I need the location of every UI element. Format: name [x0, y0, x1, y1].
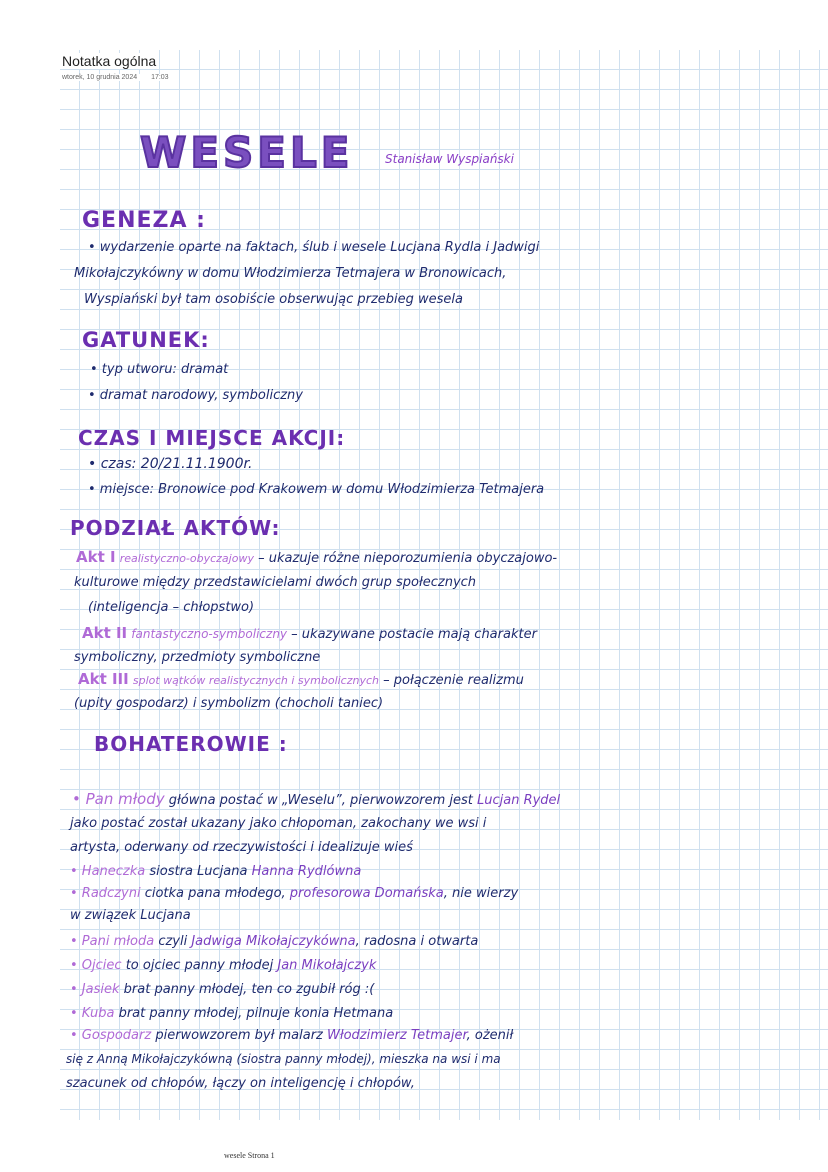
character-name: • Ojciec: [70, 958, 122, 973]
character-name: • Haneczka: [70, 864, 146, 879]
character-line: jako postać został ukazany jako chłopoman, zakochany we wsi i: [70, 816, 487, 831]
character-name: Lucjan Rydel: [476, 793, 561, 808]
akt2-line2: symboliczny, przedmioty symboliczne: [74, 650, 321, 665]
czas-line: • miejsce: Bronowice pod Krakowem w domu Włodzimierza Tetmajera: [88, 482, 545, 497]
akt3-line2: (upity gospodarz) i symbolizm (chocholi taniec): [74, 696, 384, 711]
czas-line: • czas: 20/21.11.1900r.: [88, 456, 253, 472]
akt1-line2: kulturowe między przedstawicielami dwóch grup społecznych: [74, 575, 477, 590]
character-text: czyli: [158, 934, 188, 949]
character-line: szacunek od chłopów, łączy on inteligencję i chłopów,: [66, 1076, 415, 1091]
akt3-text: – połączenie realizmu: [383, 673, 524, 688]
character-text: , radosna i otwarta: [355, 934, 479, 949]
character-line: [70, 934, 478, 949]
geneza-line: Wyspiański był tam osobiście obserwując przebieg wesela: [84, 292, 464, 307]
character-name: • Jasiek: [70, 982, 120, 997]
akt2-text: – ukazywane postacie mają charakter: [291, 627, 537, 642]
character-text: brat panny młodej, ten co zgubił róg :(: [123, 982, 375, 997]
gatunek-line: • typ utworu: dramat: [90, 362, 229, 377]
character-name: Jadwiga Mikołajczykówna: [191, 934, 356, 949]
character-text: siostra Lucjana: [149, 864, 248, 879]
character-text: brat panny młodej, pilnuje konia Hetmana: [118, 1006, 394, 1021]
character-line: [70, 1006, 393, 1021]
geneza-line: Mikołajczykówny w domu Włodzimierza Tetmajera w Bronowicach,: [74, 266, 507, 281]
geneza-heading: GENEZA :: [82, 208, 206, 233]
akt2-label: Akt II: [82, 624, 128, 642]
bohaterowie-heading: BOHATEROWIE :: [94, 732, 288, 756]
character-name: • Pan młody: [72, 790, 165, 808]
character-name: • Gospodarz: [70, 1028, 152, 1043]
akt1-text: – ukazuje różne nieporozumienia obyczajowo-: [258, 551, 558, 566]
akt2-line: [82, 624, 537, 642]
character-line: [70, 982, 374, 997]
podzial-heading: PODZIAŁ AKTÓW:: [70, 516, 281, 540]
character-text: to ojciec panny młodej: [125, 958, 274, 973]
character-text: , nie wierzy: [443, 886, 519, 901]
character-name: Hanna Rydlówna: [251, 864, 362, 879]
character-line: [70, 1028, 513, 1043]
note-meta: [60, 74, 171, 81]
character-line: się z Anną Mikołajczykówną (siostra panny młodej), mieszka na wsi i ma: [66, 1052, 501, 1066]
character-line: artysta, oderwany od rzeczywistości i idealizuje wieś: [70, 840, 413, 855]
akt1-line: [76, 548, 557, 566]
gatunek-heading: GATUNEK:: [82, 328, 210, 352]
character-line: [70, 864, 361, 879]
geneza-line: • wydarzenie oparte na faktach, ślub i wesele Lucjana Rydla i Jadwigi: [88, 240, 540, 255]
akt3-line: [78, 670, 524, 688]
akt3-label: Akt III: [78, 670, 129, 688]
note-date: wtorek, 10 grudnia 2024: [62, 74, 138, 81]
character-name: profesorowa Domańska: [289, 886, 444, 901]
note-title: Notatka ogólna: [62, 53, 157, 69]
character-text: , ożenił: [466, 1028, 514, 1043]
character-text: pierwowzorem był malarz: [155, 1028, 323, 1043]
akt1-type: realistyczno-obyczajowy: [119, 552, 254, 565]
character-text: główna postać w „Weselu”, pierwowzorem jest: [168, 793, 473, 808]
character-line: [72, 790, 560, 808]
akt3-type: splot wątków realistycznych i symbolicznych: [132, 674, 379, 687]
akt1-line3: (inteligencja – chłopstwo): [88, 600, 255, 615]
character-name: • Kuba: [70, 1006, 115, 1021]
character-line: w związek Lucjana: [70, 908, 191, 923]
note-time: 17:03: [151, 74, 169, 81]
character-line: [70, 886, 518, 901]
author-name: Stanisław Wyspiański: [385, 152, 514, 166]
czas-heading: CZAS I MIEJSCE AKCJI:: [78, 426, 346, 450]
character-text: ciotka pana młodego,: [144, 886, 286, 901]
gatunek-line: • dramat narodowy, symboliczny: [88, 388, 303, 403]
character-name: • Pani młoda: [70, 934, 155, 949]
akt2-type: fantastyczno-symboliczny: [131, 627, 288, 641]
page-footer: wesele Strona 1: [224, 1151, 275, 1160]
main-title: WESELE: [140, 128, 354, 177]
akt1-label: Akt I: [76, 548, 116, 566]
character-name: • Radczyni: [70, 886, 141, 901]
character-name: Jan Mikołajczyk: [277, 958, 377, 973]
character-name: Włodzimierz Tetmajer: [327, 1028, 467, 1043]
character-line: [70, 958, 376, 973]
